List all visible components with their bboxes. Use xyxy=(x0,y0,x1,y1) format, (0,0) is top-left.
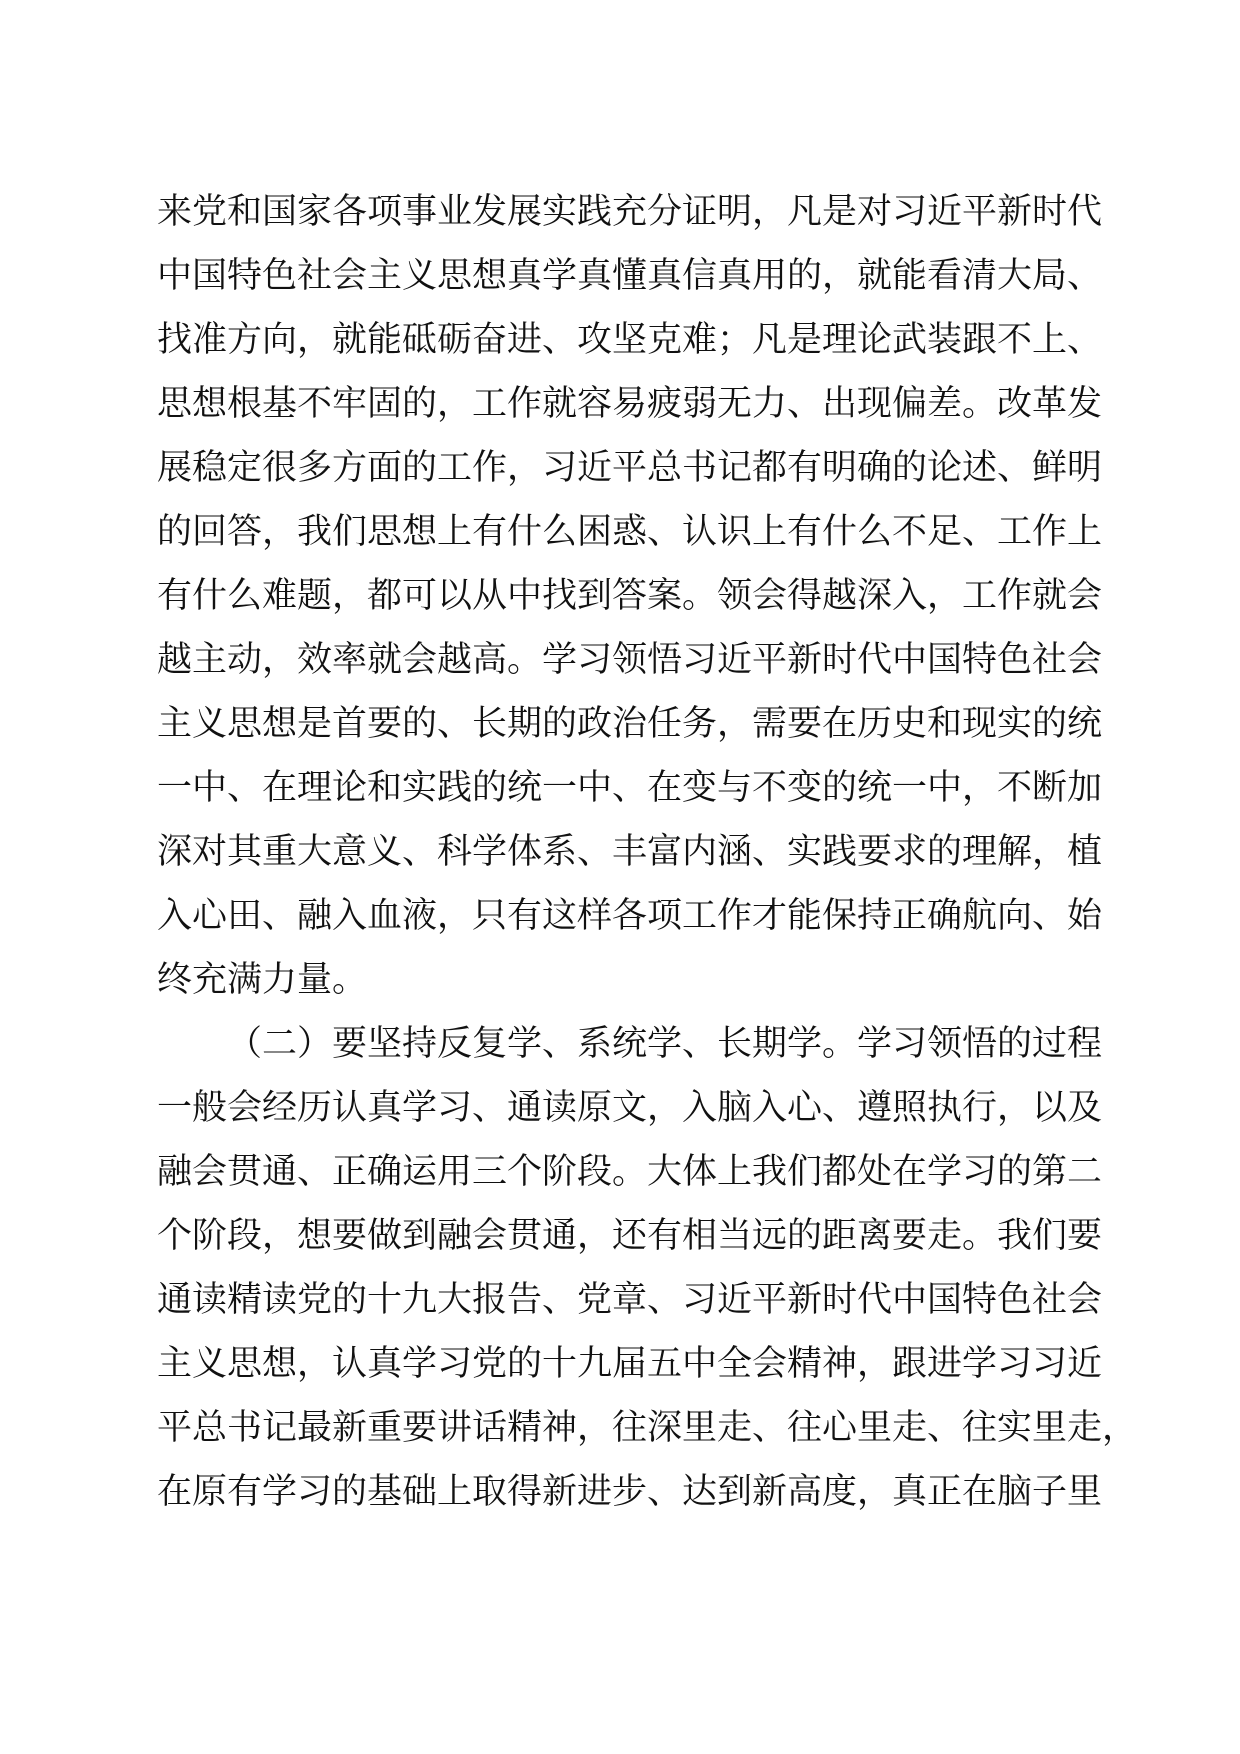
text-line: 入心田、融入血液，只有这样各项工作才能保持正确航向、始 xyxy=(157,896,1103,936)
text-line: 找准方向，就能砥砺奋进、攻坚克难；凡是理论武装跟不上、 xyxy=(157,320,1103,360)
text-line: 主义思想是首要的、长期的政治任务，需要在历史和现实的统 xyxy=(157,704,1103,744)
section-heading-line: （二）要坚持反复学、系统学、长期学。学习领悟的过程 xyxy=(227,1024,1103,1064)
text-line: 通读精读党的十九大报告、党章、习近平新时代中国特色社会 xyxy=(157,1280,1103,1320)
text-line: 中国特色社会主义思想真学真懂真信真用的，就能看清大局、 xyxy=(157,256,1103,296)
body-text xyxy=(157,180,1138,1524)
text-line: 主义思想，认真学习党的十九届五中全会精神，跟进学习习近 xyxy=(157,1344,1103,1384)
paragraph-end-line: 终充满力量。 xyxy=(157,960,368,1000)
text-line: 展稳定很多方面的工作，习近平总书记都有明确的论述、鲜明 xyxy=(157,448,1103,488)
text-line: 深对其重大意义、科学体系、丰富内涵、实践要求的理解，植 xyxy=(157,832,1103,872)
text-line: 一中、在理论和实践的统一中、在变与不变的统一中，不断加 xyxy=(157,768,1103,808)
text-line: 思想根基不牢固的，工作就容易疲弱无力、出现偏差。改革发 xyxy=(157,384,1103,424)
text-line: 平总书记最新重要讲话精神，往深里走、往心里走、往实里走， xyxy=(157,1408,1138,1448)
text-line: 融会贯通、正确运用三个阶段。大体上我们都处在学习的第二 xyxy=(157,1152,1103,1192)
text-line: 来党和国家各项事业发展实践充分证明，凡是对习近平新时代 xyxy=(157,192,1103,232)
text-line: 在原有学习的基础上取得新进步、达到新高度，真正在脑子里 xyxy=(157,1472,1103,1512)
text-line: 一般会经历认真学习、通读原文，入脑入心、遵照执行，以及 xyxy=(157,1088,1103,1128)
text-line: 个阶段，想要做到融会贯通，还有相当远的距离要走。我们要 xyxy=(157,1216,1103,1256)
text-line: 的回答，我们思想上有什么困惑、认识上有什么不足、工作上 xyxy=(157,512,1103,552)
text-line: 越主动，效率就会越高。学习领悟习近平新时代中国特色社会 xyxy=(157,640,1103,680)
text-line: 有什么难题，都可以从中找到答案。领会得越深入，工作就会 xyxy=(157,576,1103,616)
